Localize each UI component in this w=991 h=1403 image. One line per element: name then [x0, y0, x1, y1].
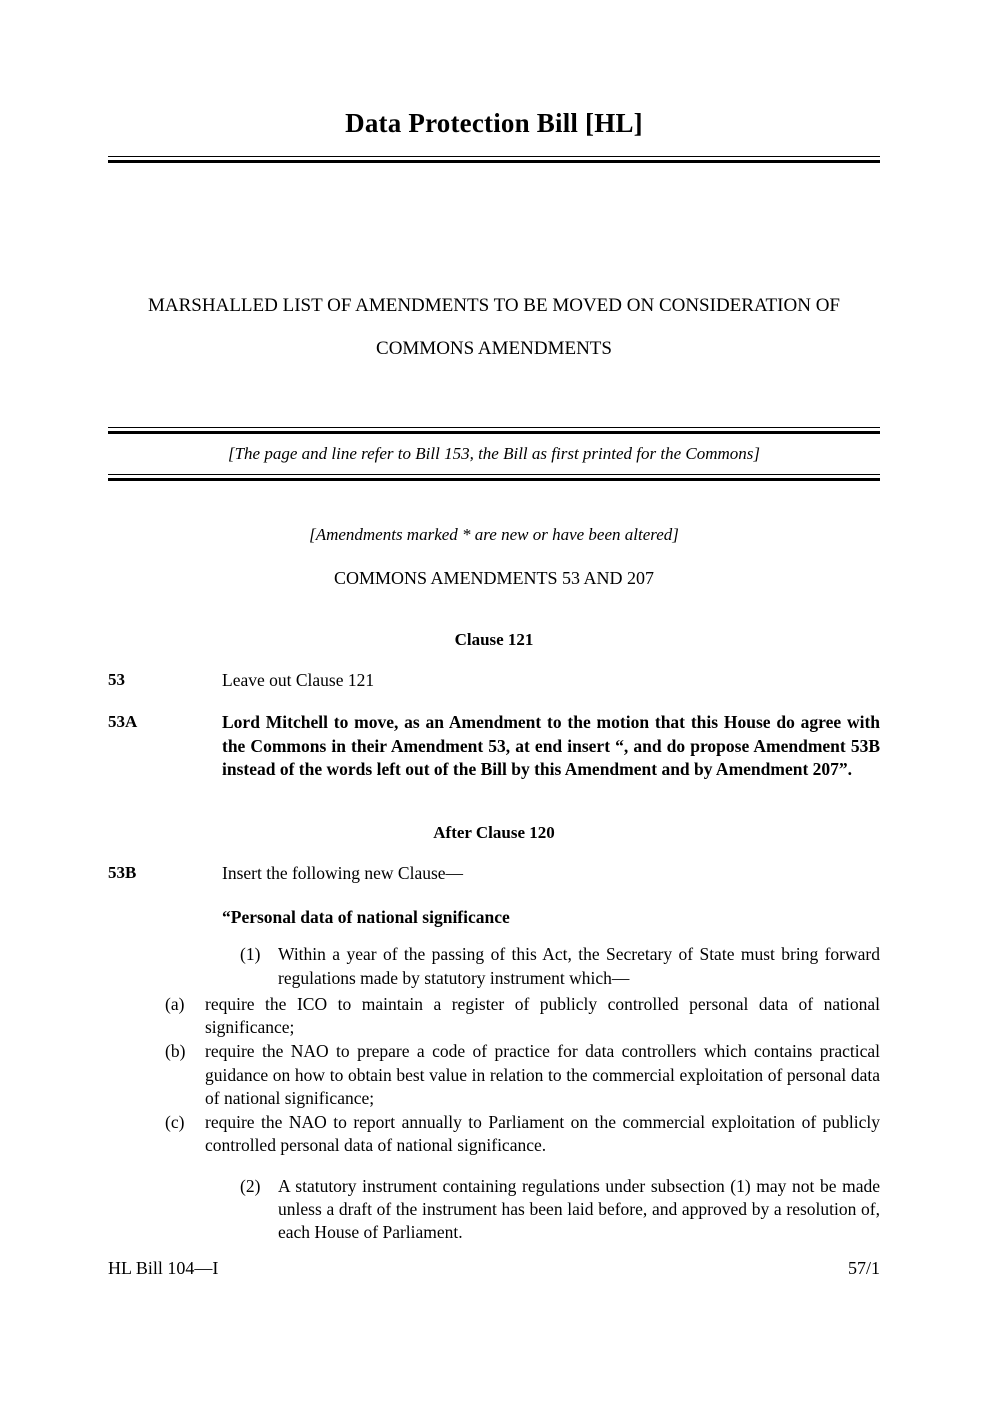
note-top-divider [108, 427, 880, 434]
subsection-marker: (2) [240, 1175, 261, 1196]
amendment-53 [108, 669, 880, 692]
section-heading-clause-121: Clause 121 [454, 630, 534, 649]
paragraph-a [165, 993, 880, 1040]
page-number: 57/1 [847, 1258, 880, 1278]
note-bottom-divider [108, 474, 880, 481]
page-footer [108, 1258, 880, 1279]
marshalled-list-heading-line1: MARSHALLED LIST OF AMENDMENTS TO BE MOVED ON CONSIDERATION OF [148, 295, 840, 317]
marshalled-list-heading [108, 296, 880, 358]
paragraph-text: require the NAO to prepare a code of practice for data controllers which contains practical guidance on how to obtain best value in relation to the commercial exploitation of personal data of national significance; [205, 1041, 880, 1108]
amendment-text: Insert the following new Clause— [222, 863, 464, 884]
bill-reference: HL Bill 104—I [108, 1258, 219, 1278]
paragraph-list-subsection-1 [108, 993, 880, 1158]
amendments-marked-note: [Amendments marked * are new or have been altered] [309, 525, 679, 544]
marshalled-list-heading-line2: COMMONS AMENDMENTS [376, 338, 612, 360]
amendment-number: 53A [108, 712, 138, 732]
paragraph-text: require the NAO to report annually to Parliament on the commercial exploitation of publicly controlled personal data of national significance. [205, 1112, 880, 1156]
subsection-text: A statutory instrument containing regulations under subsection (1) may not be made unless a draft of the instrument has been laid before, and approved by a resolution of, each House of Parliament. [278, 1175, 880, 1243]
amendment-number: 53 [108, 670, 125, 689]
page-content [108, 0, 880, 1245]
paragraph-marker: (c) [165, 1112, 185, 1133]
page-line-note-band [108, 427, 880, 481]
section-heading-after-clause-120: After Clause 120 [433, 823, 555, 843]
divider-thick-line [108, 478, 880, 481]
divider-thick-line [108, 160, 880, 163]
page-title: Data Protection Bill [HL] [345, 108, 643, 138]
subsection-1 [240, 943, 880, 990]
commons-amendments-heading: COMMONS AMENDMENTS 53 AND 207 [333, 568, 655, 588]
paragraph-b [165, 1040, 880, 1110]
paragraph-text: require the ICO to maintain a register of publicly controlled personal data of national significance; [205, 993, 880, 1038]
amendment-number: 53B [108, 863, 137, 883]
amendment-53B [108, 862, 880, 885]
subsection-text: Within a year of the passing of this Act, the Secretary of State must bring forward regulations made by statutory instrument which— [278, 944, 880, 988]
amendment-53A [108, 711, 880, 781]
paragraph-marker: (a) [165, 993, 185, 1014]
paragraph-c [165, 1111, 880, 1158]
title-divider [108, 156, 880, 163]
paragraph-marker: (b) [165, 1041, 186, 1062]
amendment-text: Leave out Clause 121 [222, 670, 375, 690]
page-line-note: [The page and line refer to Bill 153, the Bill as first printed for the Commons] [227, 444, 761, 464]
subsection-2 [240, 1175, 880, 1245]
amendment-text: Lord Mitchell to move, as an Amendment to the motion that this House do agree with the Commons in their Amendment 53, at end insert “, and do propose Amendment 53B instead of the words left out of the Bill by this Amendment and by Amendment 207”. [222, 712, 880, 779]
inserted-clause-title: “Personal data of national significance [222, 907, 510, 928]
subsection-marker: (1) [240, 944, 261, 965]
